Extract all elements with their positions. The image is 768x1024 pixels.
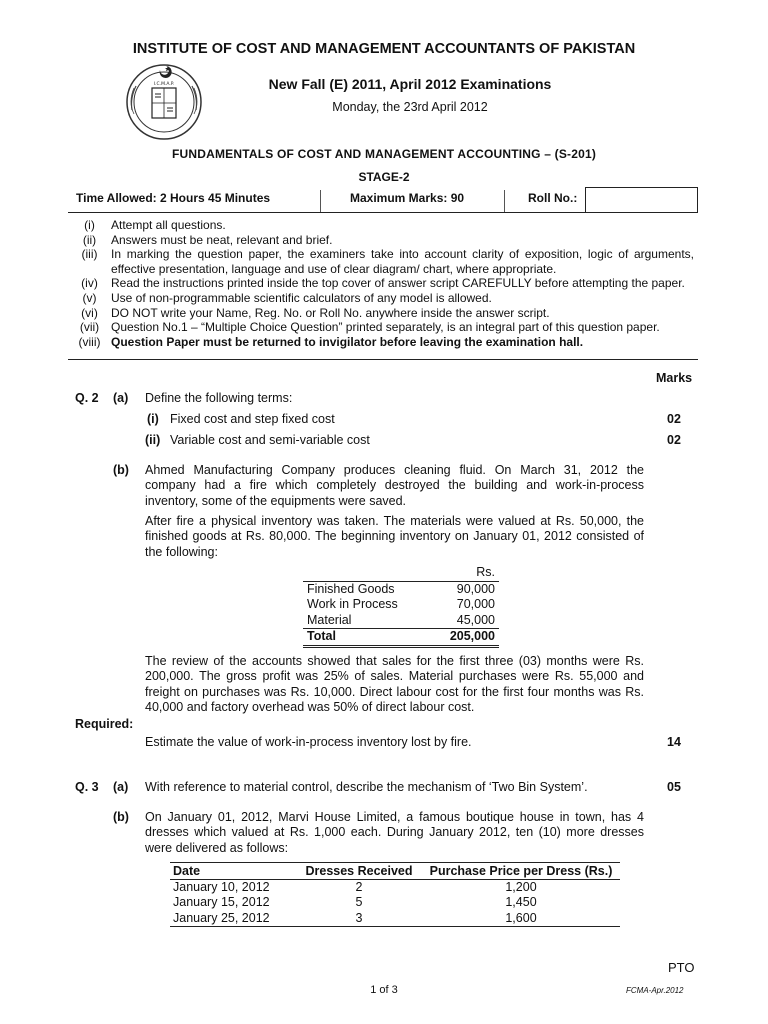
q3-label: Q. 3 <box>75 780 99 794</box>
exam-date: Monday, the 23rd April 2012 <box>332 100 488 114</box>
instruction-item: (ii) Answers must be neat, relevant and brief. <box>82 232 333 247</box>
q2b-paragraph-3: The review of the accounts showed that sales for the first three (03) months were Rs. 200,000. The gross profit was 25% of sales. Material purchases were Rs. 55,000 and freight on purchases was Rs. 10,000. Direct labour cost for the first four months was Rs. 40,000 and factory overhead was 50% of direct labour cost. <box>145 654 644 715</box>
table-row: Work in Process 70,000 <box>307 597 495 612</box>
inventory-table <box>303 565 499 648</box>
q2b-label: (b) <box>113 463 129 477</box>
q2b-paragraph-2: After fire a physical inventory was taken. The materials were valued at Rs. 50,000, the finished goods at Rs. 80,000. The beginning inventory on January 01, 2012 consisted of the following: <box>145 514 644 559</box>
roll-no-box[interactable] <box>585 187 698 213</box>
instruction-item: (vi) DO NOT write your Name, Reg. No. or Roll No. anywhere inside the answer script. <box>81 305 550 320</box>
instruction-item: (i) Attempt all questions. <box>84 218 226 232</box>
exam-title: New Fall (E) 2011, April 2012 Examinations <box>268 76 552 92</box>
instruction-item: (vii) Question No.1 – “Multiple Choice Question” printed separately, is an integral part of this question paper. <box>79 320 660 335</box>
pto-label: PTO <box>668 960 695 975</box>
q3b-label: (b) <box>113 810 129 824</box>
q2a-text: Define the following terms: <box>145 391 293 405</box>
required-marks: 14 <box>667 735 681 749</box>
q2a-ii-marks: 02 <box>667 433 681 447</box>
q2a-ii-text: Variable cost and semi-variable cost <box>170 433 370 447</box>
instruction-item: (viii) Question Paper must be returned to invigilator before leaving the examination hall. <box>78 334 584 349</box>
roll-no-label: Roll No.: <box>528 191 578 205</box>
table-row: Finished Goods 90,000 <box>303 581 499 597</box>
q3a-text: With reference to material control, describe the mechanism of ‘Two Bin System’. <box>145 780 588 794</box>
required-text: Estimate the value of work-in-process inventory lost by fire. <box>145 735 472 749</box>
subject-title: FUNDAMENTALS OF COST AND MANAGEMENT ACCOUNTING – (S-201) <box>171 147 597 161</box>
instruction-item: (v) Use of non-programmable scientific calculators of any model is allowed. <box>82 290 492 305</box>
maximum-marks: Maximum Marks: 90 <box>350 191 465 205</box>
q2-label: Q. 2 <box>75 391 99 405</box>
q3a-label: (a) <box>113 780 129 794</box>
table-row: Material 45,000 <box>307 612 495 627</box>
q2a-i-text: Fixed cost and step fixed cost <box>170 412 335 426</box>
q2b-paragraph-1: Ahmed Manufacturing Company produces cleaning fluid. On March 31, 2012 the company had a fire which completely destroyed the building and work-in-process inventory, some of the equipments were saved. <box>145 463 644 508</box>
table-row: January 25, 2012 3 1,600 <box>170 911 620 927</box>
table-row: January 10, 2012 2 1,200 <box>173 880 537 894</box>
inventory-currency: Rs. <box>476 565 495 579</box>
exam-info-row <box>68 186 698 213</box>
table-row: January 15, 2012 5 1,450 <box>173 895 537 910</box>
time-allowed: Time Allowed: 2 Hours 45 Minutes <box>76 191 271 205</box>
paper-code: FCMA-Apr.2012 <box>626 986 684 995</box>
institute-title: INSTITUTE OF COST AND MANAGEMENT ACCOUNTANTS OF PAKISTAN <box>132 41 636 57</box>
stage-label: STAGE-2 <box>358 170 410 184</box>
q2a-i-marks: 02 <box>667 412 681 426</box>
icmap-logo-icon <box>122 58 206 142</box>
q3a-marks: 05 <box>667 780 681 794</box>
q2a-ii-label: (ii) <box>145 433 161 447</box>
marks-heading: Marks <box>656 371 693 385</box>
instruction-item: (iv) Read the instructions printed inside the top cover of answer script CAREFULLY before attempting the paper. <box>81 276 685 291</box>
instructions-list <box>68 218 698 349</box>
page-number: 1 of 3 <box>370 984 398 996</box>
logo-text: I.C.M.A.P. <box>153 82 175 87</box>
inventory-total-row: Total 205,000 <box>303 629 499 647</box>
required-label: Required: <box>75 717 134 731</box>
q2a-label: (a) <box>113 391 129 405</box>
instructions-divider <box>68 359 698 360</box>
dress-table <box>170 862 620 927</box>
q2a-i-label: (i) <box>147 412 159 426</box>
instruction-item: (iii) In marking the question paper, the examiners take into account clarity of exposition, logic of arguments, effective presentation, language and use of clear diagram/ chart, where appropriate. <box>81 247 694 276</box>
table-header-row: Date Dresses Received Purchase Price per Dress (Rs.) <box>170 863 620 880</box>
q3b-paragraph: On January 01, 2012, Marvi House Limited, a famous boutique house in town, has 4 dresses which valued at Rs. 1,000 each. During January 2012, ten (10) more dresses were delivered as follows: <box>145 810 644 855</box>
